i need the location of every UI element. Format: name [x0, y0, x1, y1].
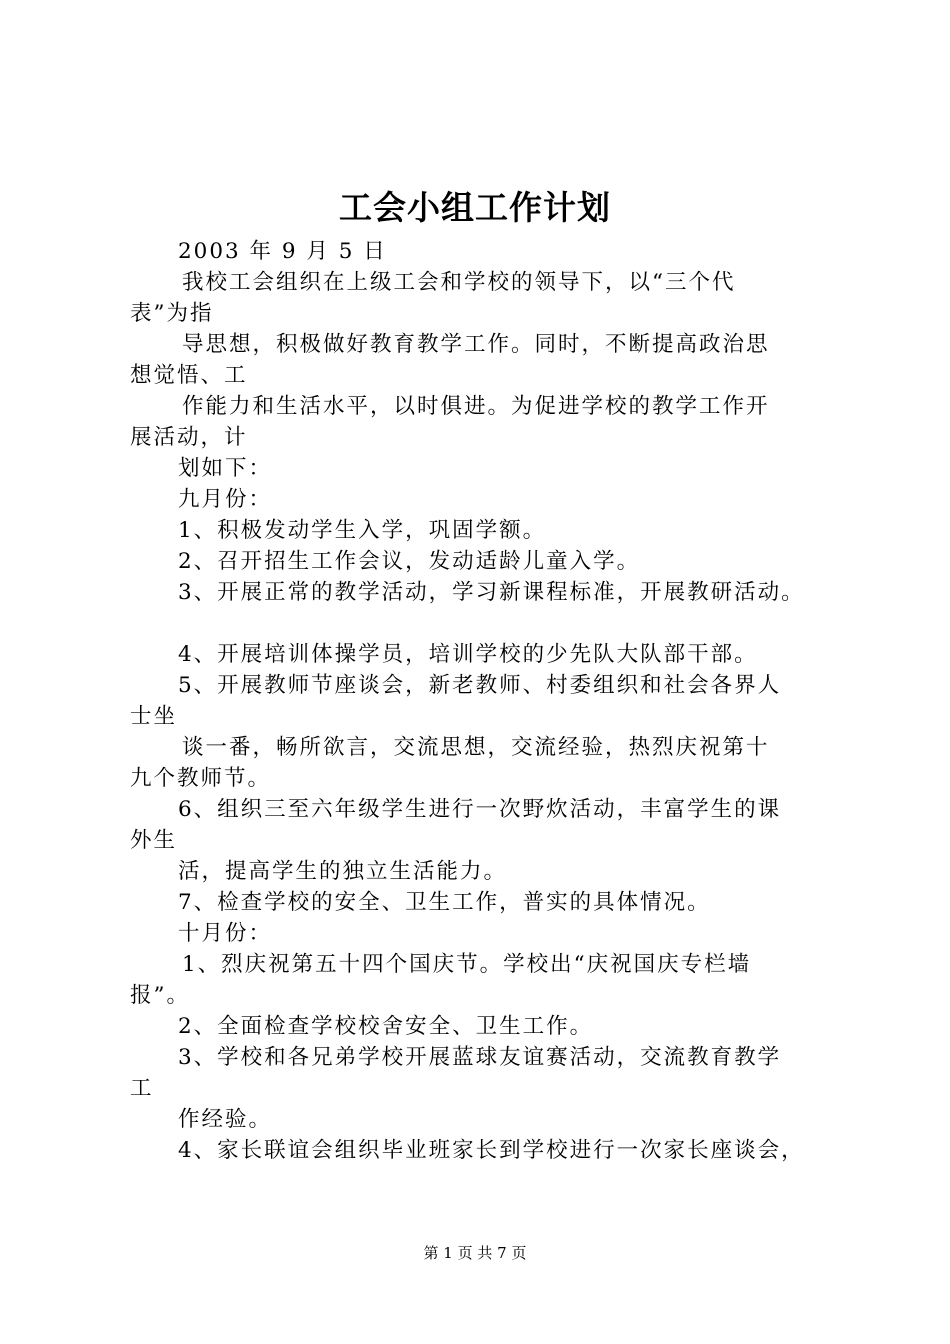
body-line: 3、开展正常的教学活动，学习新课程标准，开展教研活动。: [178, 580, 805, 605]
body-line: 作能力和生活水平，以时俱进。为促进学校的教学工作开: [182, 394, 770, 419]
body-line: 划如下：: [178, 456, 273, 481]
body-line: 7、检查学校的安全、卫生工作，普实的具体情况。: [178, 890, 711, 915]
body-line: 报”。: [130, 983, 190, 1008]
body-line: 我校工会组织在上级工会和学校的领导下，以“三个代: [182, 270, 736, 295]
body-line: 展活动，计: [130, 425, 248, 450]
body-line: 1、积极发动学生入学，巩固学额。: [178, 518, 547, 543]
body-line: 2、召开招生工作会议，发动适龄儿童入学。: [178, 549, 641, 574]
body-line: 十月份：: [178, 921, 273, 946]
body-line: 工: [130, 1076, 154, 1101]
body-line: 导思想，积极做好教育教学工作。同时，不断提高政治思: [182, 332, 770, 357]
body-line: 九月份：: [178, 487, 273, 512]
body-line: 九个教师节。: [130, 766, 272, 791]
document-body: [130, 236, 850, 1166]
document-title: 工会小组工作计划: [339, 188, 611, 227]
body-line: 表”为指: [130, 301, 214, 326]
body-line: 3、学校和各兄弟学校开展蓝球友谊赛活动，交流教育教学: [178, 1045, 782, 1070]
body-line: 6、组织三至六年级学生进行一次野炊活动，丰富学生的课: [178, 797, 782, 822]
body-line: [130, 608, 850, 639]
body-line: 作经验。: [178, 1107, 273, 1132]
body-line: 2、全面检查学校校舍安全、卫生工作。: [178, 1014, 594, 1039]
page-footer: 第 1 页 共 7 页: [423, 1244, 527, 1262]
body-line: 1、烈庆祝第五十四个国庆节。学校出“庆祝国庆专栏墙: [182, 952, 752, 977]
body-line: 士坐: [130, 704, 178, 729]
body-line: 想觉悟、工: [130, 363, 248, 388]
body-line: 4、家长联谊会组织毕业班家长到学校进行一次家长座谈会，: [178, 1138, 805, 1163]
body-line: 4、开展培训体操学员，培训学校的少先队大队部干部。: [178, 642, 758, 667]
body-line: 2003 年 9 月 5 日: [178, 239, 387, 264]
body-line: 活，提高学生的独立生活能力。: [178, 859, 508, 884]
body-line: 外生: [130, 828, 178, 853]
body-line: 5、开展教师节座谈会，新老教师、村委组织和社会各界人: [178, 673, 782, 698]
body-line: 谈一番，畅所欲言，交流思想，交流经验，热烈庆祝第十: [182, 735, 770, 760]
